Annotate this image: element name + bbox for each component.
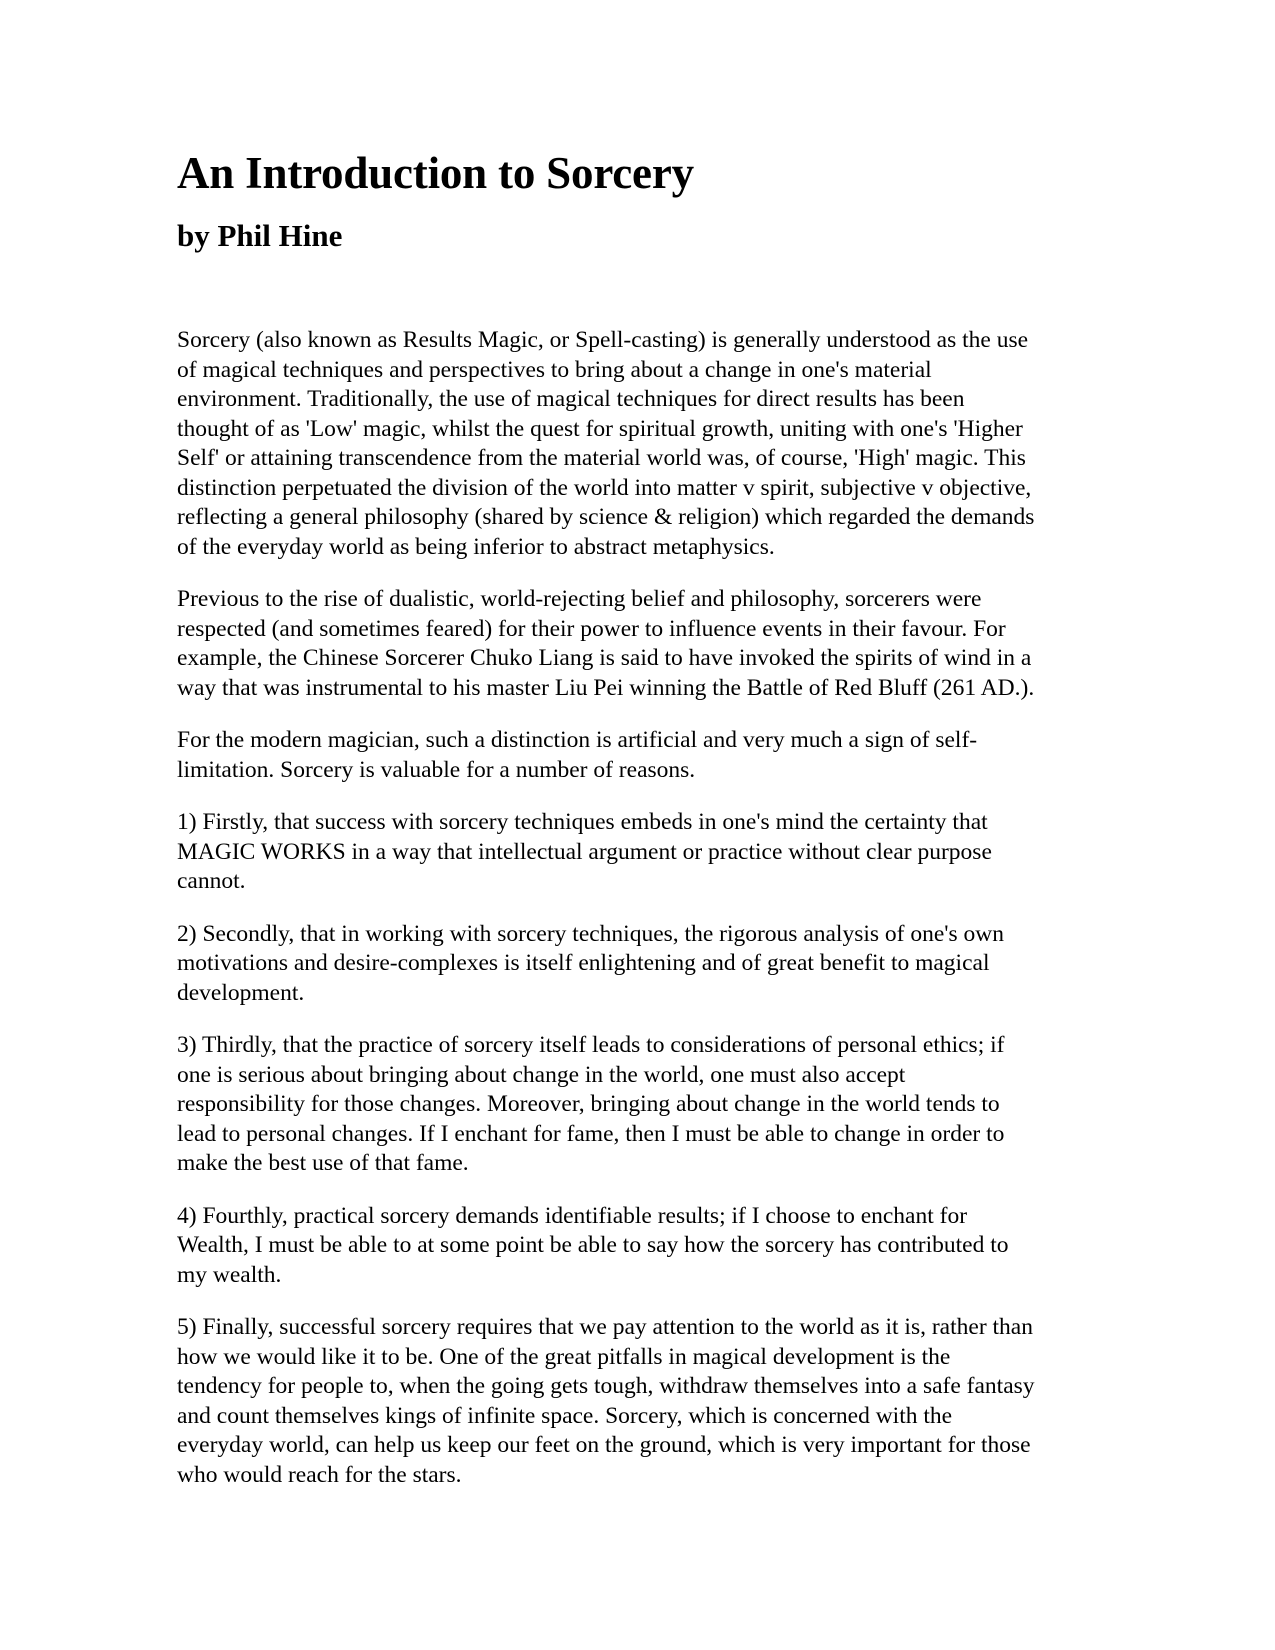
author-byline: by Phil Hine xyxy=(177,218,343,254)
body-paragraph-item-3: 3) Thirdly, that the practice of sorcery itself leads to considerations of personal ethics; if one is serious about bringing about change in the world, one must also accept responsibility for those changes. Moreover, bringing about change in the world tends to lead to personal changes. If I enchant for fame, then I must be able to change in order to make the best use of that fame. xyxy=(177,1032,1005,1177)
body-paragraph-item-4: 4) Fourthly, practical sorcery demands identifiable results; if I choose to enchant for Wealth, I must be able to at some point be able to say how the sorcery has contributed to my wealth. xyxy=(177,1202,1009,1288)
body-paragraph-item-5: 5) Finally, successful sorcery requires that we pay attention to the world as it is, rather than how we would like it to be. One of the great pitfalls in magical development is the tendency for people to, when the going gets tough, withdraw themselves into a safe fantasy and count themselves kings of infinite space. Sorcery, which is concerned with the everyday world, can help us keep our feet on the ground, which is very important for those who would reach for the stars. xyxy=(177,1314,1035,1488)
document-body xyxy=(177,326,1037,1490)
body-paragraph-item-2: 2) Secondly, that in working with sorcery techniques, the rigorous analysis of one's own motivations and desire-complexes is itself enlightening and of great benefit to magical development. xyxy=(177,920,1005,1006)
body-paragraph: For the modern magician, such a distinction is artificial and very much a sign of self-limitation. Sorcery is valuable for a number of reasons. xyxy=(177,727,978,783)
page-title: An Introduction to Sorcery xyxy=(177,148,694,198)
body-paragraph-item-1: 1) Firstly, that success with sorcery techniques embeds in one's mind the certainty that MAGIC WORKS in a way that intellectual argument or practice without clear purpose cannot. xyxy=(177,809,992,895)
body-paragraph: Previous to the rise of dualistic, world-rejecting belief and philosophy, sorcerers were respected (and sometimes feared) for their power to influence events in their favour. For example, the Chinese Sorcerer Chuko Liang is said to have invoked the spirits of wind in a way that was instrumental to his master Liu Pei winning the Battle of Red Bluff (261 AD.). xyxy=(177,586,1035,701)
body-paragraph: Sorcery (also known as Results Magic, or Spell-casting) is generally understood as the use of magical techniques and perspectives to bring about a change in one's material environment. Traditionally, the use of magical techniques for direct results has been thought of as 'Low' magic, whilst the quest for spiritual growth, uniting with one's 'Higher Self' or attaining transcendence from the material world was, of course, 'High' magic. This distinction perpetuated the division of the world into matter v spirit, subjective v objective, reflecting a general philosophy (shared by science & religion) which regarded the demands of the everyday world as being inferior to abstract metaphysics. xyxy=(177,327,1035,560)
